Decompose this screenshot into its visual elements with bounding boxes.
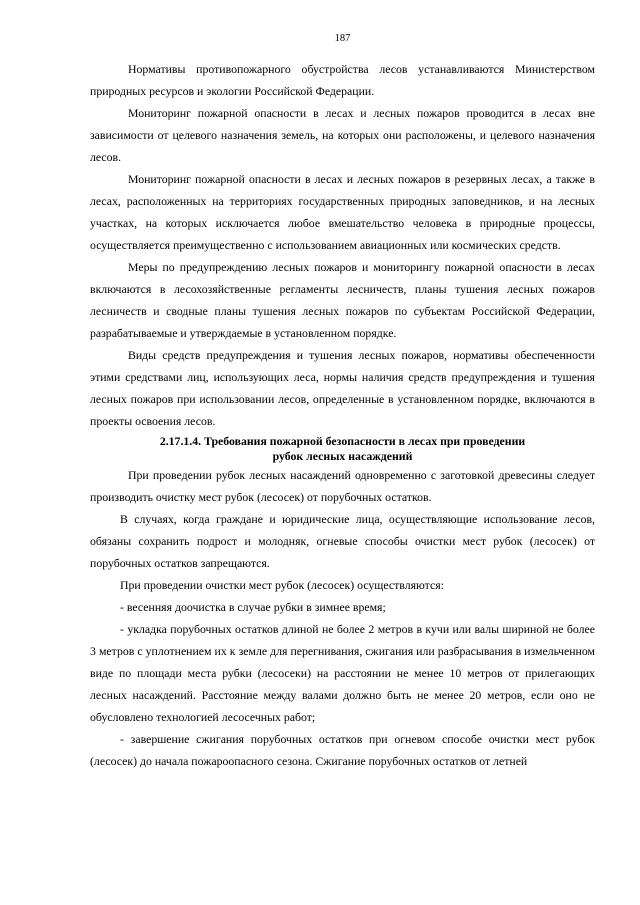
list-item-burning-completion: - завершение сжигания порубочных остатков при огневом способе очистки мест рубок (лесосек) до начала пожароопасного сезона. Сжигание порубочных остатков от летней <box>90 732 595 768</box>
paragraph-fire-cleaning-prohibited: В случаях, когда граждане и юридические лица, осуществляющие использование лесов, обязаны сохранить подрост и молодняк, огневые способы очистки мест рубок (лесосек) от порубочных остатков запрещаются. <box>90 512 595 570</box>
paragraph-monitoring-scope: Мониторинг пожарной опасности в лесах и лесных пожаров проводится в лесах вне зависимости от целевого назначения земель, на которых они расположены, и целевого назначения лесов. <box>90 106 595 164</box>
section-heading-line-1: 2.17.1.4. Требования пожарной безопасности в лесах при проведении <box>159 434 526 448</box>
section-heading <box>90 432 595 464</box>
list-item-spring-cleanup: - весенняя доочистка в случае рубки в зимнее время; <box>120 600 386 614</box>
paragraph-monitoring-reserve-forests: Мониторинг пожарной опасности в лесах и лесных пожаров в резервных лесах, а также в лесах, расположенных на территориях государственных природных заповедников, и на лесных участках, на которых исключается любое вмешательство человека в природные процессы, осуществляется преимущественно с использованием авиационных или космических средств. <box>90 172 595 252</box>
paragraph-fire-equipment-standards: Нормативы противопожарного обустройства лесов устанавливаются Министерством природных ресурсов и экологии Российской Федерации. <box>90 62 595 98</box>
list-item-stacking-residues: - укладка порубочных остатков длиной не более 2 метров в кучи или валы шириной не более 3 метров с уплотнением их к земле для перегнивания, сжигания или разбрасывания в измельченном виде по площади места рубки (лесосеки) на расстоянии не менее 10 метров от прилегающих лесных насаждений. Расстояние между валами должно быть не менее 20 метров, если оно не обусловлено технологией лесосечных работ; <box>90 622 595 724</box>
section-heading-line-2: рубок лесных насаждений <box>272 449 413 463</box>
paragraph-clearing-logging-sites: При проведении рубок лесных насаждений одновременно с заготовкой древесины следует производить очистку мест рубок (лесосек) от порубочных остатков. <box>90 468 595 504</box>
document-body <box>90 58 595 772</box>
page-number: 187 <box>334 33 351 44</box>
list-intro: При проведении очистки мест рубок (лесосек) осуществляются: <box>120 578 444 592</box>
paragraph-means-standards: Виды средств предупреждения и тушения лесных пожаров, нормативы обеспеченности этими средствами лиц, использующих леса, нормы наличия средств предупреждения и тушения лесных пожаров при использовании лесов, определенные в установленном порядке, включаются в проекты освоения лесов. <box>90 348 595 428</box>
paragraph-prevention-measures: Меры по предупреждению лесных пожаров и мониторингу пожарной опасности в лесах включаются в лесохозяйственные регламенты лесничеств, планы тушения лесных пожаров лесничеств и сводные планы тушения лесных пожаров по субъектам Российской Федерации, разрабатываемые и утверждаемые в установленном порядке. <box>90 260 595 340</box>
